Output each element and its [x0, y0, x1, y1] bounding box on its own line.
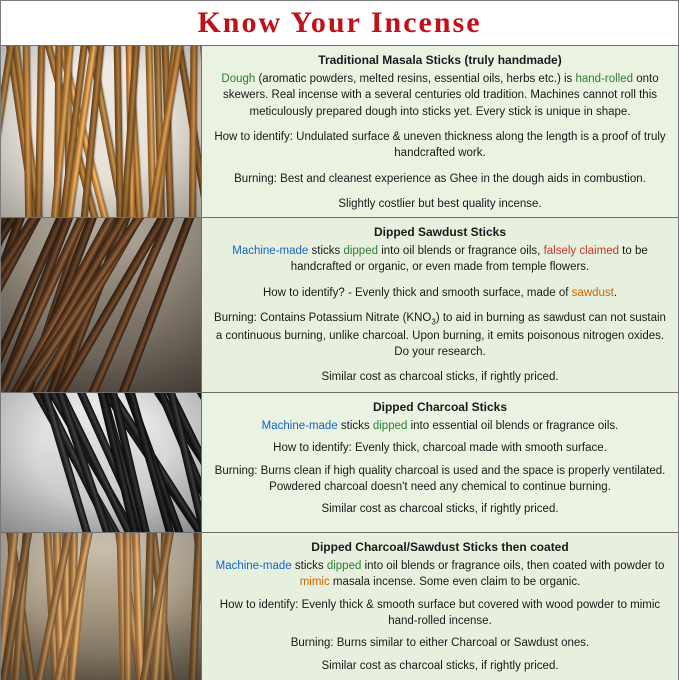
dough-term: Dough: [221, 73, 256, 86]
masala-description: Dough (aromatic powders, melted resins, essential oils, herbs etc.) is hand-rolled onto skewers. Real incense with a several centuries old tradition. Machines cannot roll this meticulously prepared dough into sticks yet. Every stick is unique in shape.: [221, 73, 659, 118]
row-sawdust: [1, 218, 678, 393]
sawdust-identify: How to identify? - Evenly thick and smooth surface, made of sawdust.: [262, 286, 618, 299]
row-charcoal: [1, 393, 678, 533]
masala-heading: Traditional Masala Sticks (truly handmade): [318, 53, 562, 67]
charcoal-heading: Dipped Charcoal Sticks: [372, 400, 508, 414]
coated-text: [202, 533, 678, 680]
hand-rolled-term: hand-rolled: [575, 73, 634, 86]
sawdust-burning: Burning: Contains Potassium Nitrate $(KNO_3)$ to aid in burning as sawdust can not sustain a continuous burning, unlike charcoal. Upon burning, it emits poisonous nitrogen oxides. Do your research.: [214, 312, 666, 358]
title-bar: [1, 1, 678, 45]
rows-container: [1, 45, 678, 680]
coated-burning: Burning: Burns similar to either Charcoal or Sawdust ones.: [290, 637, 590, 650]
charcoal-identify: How to identify: Evenly thick, charcoal made with smooth surface.: [273, 442, 607, 455]
charcoal-text: [202, 393, 678, 532]
kno3-subscript: 3: [431, 317, 436, 327]
coated-heading: Dipped Charcoal/Sawdust Sticks then coated: [311, 540, 569, 554]
masala-sticks-photo: [1, 46, 202, 217]
masala-identify: How to identify: Undulated surface & uneven thickness along the length is a proof of truly handcrafted work.: [214, 131, 666, 160]
coated-sticks-photo: [1, 533, 202, 680]
falsely-claimed-term: falsely claimed: [543, 245, 619, 258]
sawdust-heading: Dipped Sawdust Sticks: [373, 225, 507, 239]
page-title: Know Your Incense: [197, 6, 482, 39]
machine-made-term: Machine-made: [215, 560, 292, 573]
machine-made-term: Machine-made: [261, 420, 338, 433]
charcoal-description: Machine-made sticks dipped into essential oil blends or fragrance oils.: [261, 420, 619, 433]
row-masala: [1, 46, 678, 218]
sawdust-description: Machine-made sticks dipped into oil blends or fragrance oils, falsely claimed to be handcrafted or organic, or even made from temple flowers.: [232, 245, 648, 274]
sawdust-cost: Similar cost as charcoal sticks, if rightly priced.: [321, 371, 559, 384]
coated-description: Machine-made sticks dipped into oil blends or fragrance oils, then coated with powder to mimic masala incense. Some even claim to be organic.: [215, 560, 665, 589]
dipped-term: dipped: [343, 245, 378, 258]
masala-cost: Slightly costlier but best quality incense.: [338, 198, 542, 210]
sawdust-term: sawdust: [571, 286, 614, 299]
masala-burning: Burning: Best and cleanest experience as Ghee in the dough aids in combustion.: [234, 172, 646, 185]
coated-identify: How to identify: Evenly thick & smooth surface but covered with wood powder to mimic hand-rolled incense.: [219, 598, 661, 628]
dipped-term: dipped: [372, 420, 408, 433]
charcoal-cost: Similar cost as charcoal sticks, if rightly priced.: [321, 503, 559, 516]
masala-text: [202, 46, 678, 217]
sawdust-text: [202, 218, 678, 392]
charcoal-burning: Burning: Burns clean if high quality charcoal is used and the space is properly ventilated. Powdered charcoal doesn't need any chemical to continue burning.: [214, 464, 666, 494]
sawdust-sticks-photo: [1, 218, 202, 392]
charcoal-sticks-photo: [1, 393, 202, 532]
dipped-term: dipped: [326, 560, 362, 573]
machine-made-term: Machine-made: [232, 245, 309, 258]
mimic-term: mimic: [299, 576, 330, 589]
row-coated: [1, 533, 678, 680]
coated-cost: Similar cost as charcoal sticks, if rightly priced.: [321, 659, 559, 672]
